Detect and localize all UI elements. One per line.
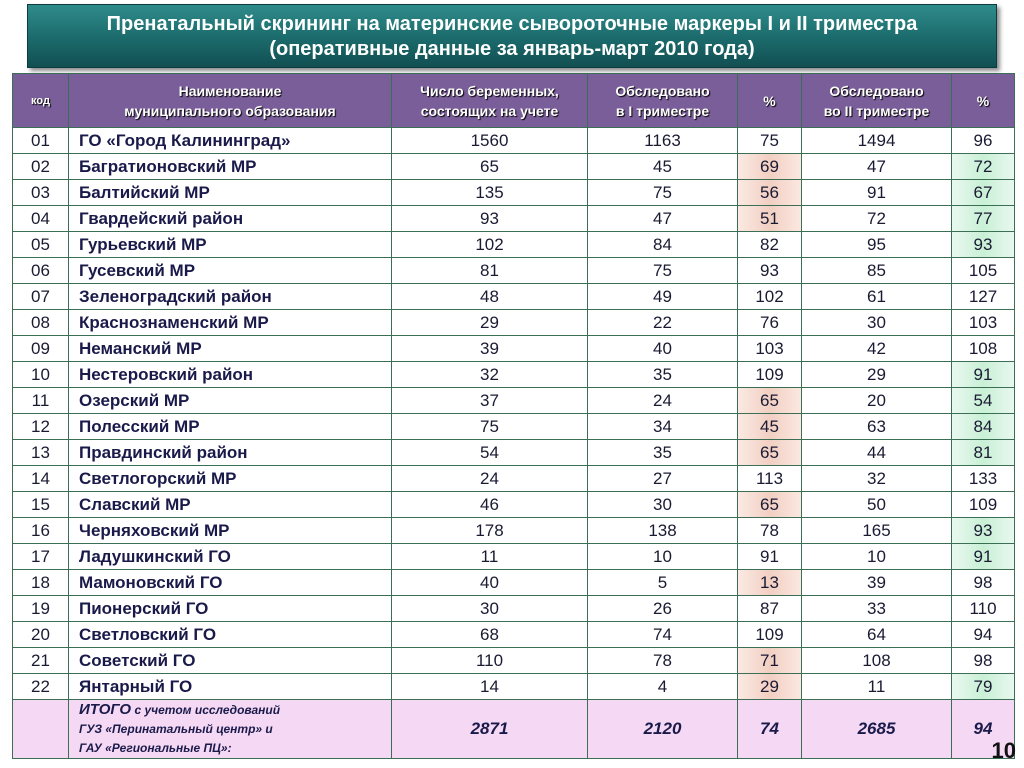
table-row [13,648,1015,674]
trimester-1-count: 30 [588,492,738,518]
table-row [13,674,1015,700]
pregnant-count: 37 [392,388,588,414]
table-row [13,622,1015,648]
trimester-1-count: 26 [588,596,738,622]
table-row [13,284,1015,310]
table-row [13,466,1015,492]
trimester-1-count: 84 [588,232,738,258]
pregnant-count: 29 [392,310,588,336]
municipality-name: Полесский МР [69,414,392,440]
trimester-1-count: 75 [588,180,738,206]
trimester-2-percent: 94 [952,622,1015,648]
trimester-1-percent: 102 [738,284,802,310]
table-row [13,258,1015,284]
trimester-2-count: 85 [802,258,952,284]
trimester-1-percent: 75 [738,128,802,154]
pregnant-count: 1560 [392,128,588,154]
trimester-1-percent: 82 [738,232,802,258]
trimester-1-count: 40 [588,336,738,362]
code-cell: 11 [13,388,69,414]
pregnant-count: 110 [392,648,588,674]
code-cell: 21 [13,648,69,674]
code-cell: 03 [13,180,69,206]
municipality-name: Правдинский район [69,440,392,466]
trimester-2-percent: 91 [952,362,1015,388]
municipality-name: Багратионовский МР [69,154,392,180]
header-name-line-1: Наименование [178,82,282,99]
trimester-1-count: 34 [588,414,738,440]
municipality-name: Зеленоградский район [69,284,392,310]
header-percent-2: % [952,74,1015,128]
code-cell: 15 [13,492,69,518]
total-label-line-2: ГУЗ «Перинатальный центр» и [79,722,273,736]
trimester-2-count: 108 [802,648,952,674]
trimester-1-count: 5 [588,570,738,596]
code-cell: 18 [13,570,69,596]
trimester-2-count: 61 [802,284,952,310]
trimester-1-percent: 29 [738,674,802,700]
code-cell: 09 [13,336,69,362]
total-percent-1: 74 [738,700,802,759]
trimester-2-count: 63 [802,414,952,440]
trimester-2-count: 29 [802,362,952,388]
total-label-line-3: ГАУ «Региональные ПЦ»: [79,741,232,755]
trimester-1-percent: 109 [738,622,802,648]
trimester-2-count: 30 [802,310,952,336]
trimester-1-percent: 13 [738,570,802,596]
trimester-1-percent: 69 [738,154,802,180]
trimester-2-percent: 103 [952,310,1015,336]
trimester-2-count: 11 [802,674,952,700]
total-label-rest: с учетом исследований [134,703,281,717]
municipality-name: ГО «Город Калининград» [69,128,392,154]
municipality-name: Ладушкинский ГО [69,544,392,570]
pregnant-count: 46 [392,492,588,518]
trimester-2-count: 165 [802,518,952,544]
trimester-1-percent: 113 [738,466,802,492]
table-row [13,596,1015,622]
municipality-name: Пионерский ГО [69,596,392,622]
trimester-1-percent: 56 [738,180,802,206]
code-cell: 06 [13,258,69,284]
trimester-2-percent: 98 [952,570,1015,596]
trimester-1-percent: 93 [738,258,802,284]
trimester-2-count: 42 [802,336,952,362]
table-row [13,544,1015,570]
header-trimester-2-line-2: во II триместре [823,102,930,119]
municipality-name: Советский ГО [69,648,392,674]
trimester-1-count: 1163 [588,128,738,154]
trimester-1-count: 49 [588,284,738,310]
pregnant-count: 30 [392,596,588,622]
municipality-name: Нестеровский район [69,362,392,388]
trimester-2-count: 72 [802,206,952,232]
trimester-1-count: 47 [588,206,738,232]
header-name-line-2: муниципального образования [124,102,336,119]
trimester-2-percent: 98 [952,648,1015,674]
trimester-2-count: 10 [802,544,952,570]
total-trimester-1: 2120 [588,700,738,759]
trimester-1-percent: 71 [738,648,802,674]
municipality-name: Балтийский МР [69,180,392,206]
table-row [13,232,1015,258]
trimester-1-percent: 65 [738,440,802,466]
trimester-1-count: 24 [588,388,738,414]
trimester-2-percent: 54 [952,388,1015,414]
trimester-2-percent: 77 [952,206,1015,232]
trimester-1-count: 45 [588,154,738,180]
trimester-1-percent: 45 [738,414,802,440]
pregnant-count: 68 [392,622,588,648]
municipality-name: Янтарный ГО [69,674,392,700]
code-cell: 17 [13,544,69,570]
code-cell: 05 [13,232,69,258]
trimester-2-percent: 72 [952,154,1015,180]
slide-title [27,4,997,68]
table-row [13,570,1015,596]
table-body [13,128,1015,759]
municipality-name: Гвардейский район [69,206,392,232]
table-row [13,128,1015,154]
pregnant-count: 93 [392,206,588,232]
code-cell: 12 [13,414,69,440]
trimester-1-count: 35 [588,440,738,466]
trimester-2-count: 39 [802,570,952,596]
municipality-name: Светлогорский МР [69,466,392,492]
pregnant-count: 24 [392,466,588,492]
trimester-2-percent: 93 [952,232,1015,258]
code-cell: 02 [13,154,69,180]
trimester-1-percent: 78 [738,518,802,544]
total-label-line-1 [79,700,391,720]
municipality-name: Гусевский МР [69,258,392,284]
trimester-2-percent: 91 [952,544,1015,570]
municipality-name: Озерский МР [69,388,392,414]
pregnant-count: 135 [392,180,588,206]
trimester-2-percent: 93 [952,518,1015,544]
trimester-1-percent: 65 [738,388,802,414]
trimester-1-count: 138 [588,518,738,544]
trimester-2-percent: 109 [952,492,1015,518]
code-cell: 14 [13,466,69,492]
header-percent-1: % [738,74,802,128]
table-row [13,362,1015,388]
code-cell: 22 [13,674,69,700]
table-row [13,388,1015,414]
header-pregnant [392,74,588,128]
pregnant-count: 75 [392,414,588,440]
pregnant-count: 81 [392,258,588,284]
municipality-name: Неманский МР [69,336,392,362]
total-percent-2: 94 [952,700,1015,759]
municipality-name: Славский МР [69,492,392,518]
trimester-2-count: 91 [802,180,952,206]
table-row [13,414,1015,440]
trimester-2-count: 64 [802,622,952,648]
total-label-main: ИТОГО [79,701,132,718]
trimester-2-percent: 105 [952,258,1015,284]
code-cell: 10 [13,362,69,388]
trimester-2-count: 20 [802,388,952,414]
pregnant-count: 11 [392,544,588,570]
trimester-2-percent: 79 [952,674,1015,700]
table-row [13,492,1015,518]
trimester-1-percent: 91 [738,544,802,570]
code-cell: 01 [13,128,69,154]
pregnant-count: 40 [392,570,588,596]
trimester-2-count: 50 [802,492,952,518]
screening-table [12,73,1015,759]
municipality-name: Гурьевский МР [69,232,392,258]
municipality-name: Светловский ГО [69,622,392,648]
header-trimester-2-line-1: Обследовано [829,82,924,99]
trimester-2-percent: 127 [952,284,1015,310]
trimester-1-count: 4 [588,674,738,700]
total-label [69,700,392,759]
trimester-2-count: 1494 [802,128,952,154]
pregnant-count: 178 [392,518,588,544]
trimester-2-percent: 84 [952,414,1015,440]
trimester-1-count: 10 [588,544,738,570]
total-code-cell [13,700,69,759]
header-trimester-1-line-1: Обследовано [615,82,710,99]
page-number: 10 [991,738,1016,763]
table-row [13,206,1015,232]
trimester-1-count: 75 [588,258,738,284]
trimester-2-count: 95 [802,232,952,258]
code-cell: 08 [13,310,69,336]
code-cell: 04 [13,206,69,232]
total-row [13,700,1015,759]
code-cell: 13 [13,440,69,466]
pregnant-count: 14 [392,674,588,700]
trimester-1-count: 78 [588,648,738,674]
trimester-2-count: 44 [802,440,952,466]
trimester-1-count: 22 [588,310,738,336]
municipality-name: Черняховский МР [69,518,392,544]
table-row [13,310,1015,336]
trimester-2-percent: 110 [952,596,1015,622]
pregnant-count: 39 [392,336,588,362]
pregnant-count: 102 [392,232,588,258]
municipality-name: Мамоновский ГО [69,570,392,596]
trimester-1-percent: 103 [738,336,802,362]
trimester-2-percent: 96 [952,128,1015,154]
table-row [13,440,1015,466]
header-pregnant-line-1: Число беременных, [420,82,559,99]
municipality-name: Краснознаменский МР [69,310,392,336]
trimester-1-count: 27 [588,466,738,492]
trimester-2-percent: 81 [952,440,1015,466]
trimester-2-count: 32 [802,466,952,492]
trimester-2-count: 33 [802,596,952,622]
header-trimester-1-line-2: в I триместре [615,102,710,119]
total-pregnant: 2871 [392,700,588,759]
pregnant-count: 48 [392,284,588,310]
header-name [69,74,392,128]
trimester-1-count: 74 [588,622,738,648]
header-pregnant-line-2: состоящих на учете [420,102,559,119]
code-cell: 07 [13,284,69,310]
header-code: код [13,74,69,128]
header-trimester-2 [802,74,952,128]
pregnant-count: 32 [392,362,588,388]
table-row [13,336,1015,362]
trimester-1-percent: 76 [738,310,802,336]
table-row [13,154,1015,180]
code-cell: 19 [13,596,69,622]
trimester-1-count: 35 [588,362,738,388]
trimester-2-percent: 67 [952,180,1015,206]
trimester-1-percent: 51 [738,206,802,232]
trimester-2-percent: 108 [952,336,1015,362]
code-cell: 16 [13,518,69,544]
header-trimester-1 [588,74,738,128]
header-row [13,74,1015,128]
table-row [13,518,1015,544]
trimester-1-percent: 109 [738,362,802,388]
trimester-2-percent: 133 [952,466,1015,492]
trimester-2-count: 47 [802,154,952,180]
pregnant-count: 54 [392,440,588,466]
title-line-2: (оперативные данные за январь-март 2010 года) [269,38,755,60]
total-trimester-2: 2685 [802,700,952,759]
title-line-1: Пренатальный скрининг на материнские сывороточные маркеры I и II триместра [106,13,918,35]
pregnant-count: 65 [392,154,588,180]
trimester-1-percent: 65 [738,492,802,518]
code-cell: 20 [13,622,69,648]
trimester-1-percent: 87 [738,596,802,622]
table-row [13,180,1015,206]
